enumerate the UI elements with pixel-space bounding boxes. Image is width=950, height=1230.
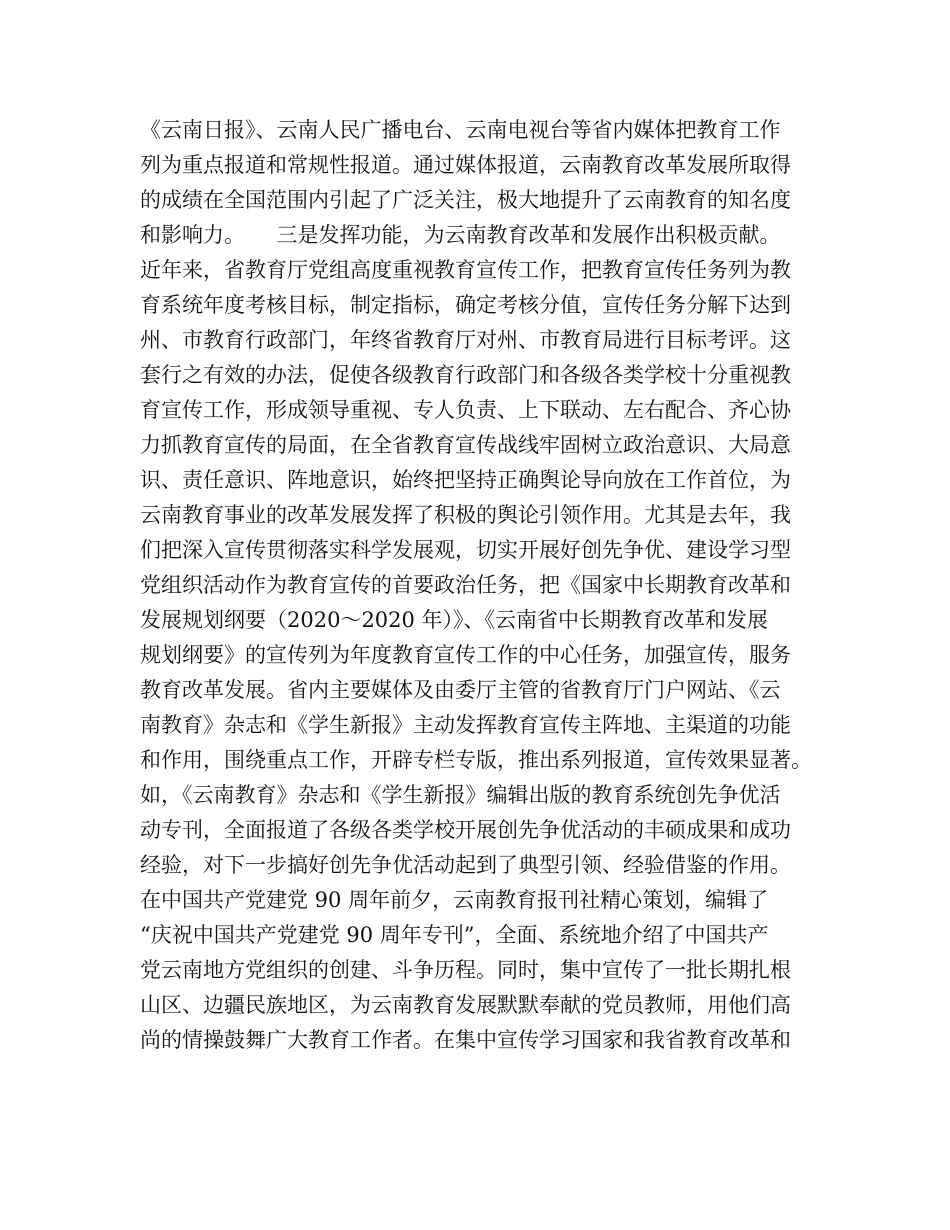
text-line: 经验，对下一步搞好创先争优活动起到了典型引领、经验借鉴的作用。	[140, 853, 791, 877]
text-line: 山区、边疆民族地区，为云南教育发展默默奉献的党员教师，用他们高	[140, 993, 791, 1017]
text-line: 列为重点报道和常规性报道。通过媒体报道，云南教育改革发展所取得	[140, 153, 791, 177]
text-line: 在中国共产党建党 90 周年前夕，云南教育报刊社精心策划，编辑了	[140, 888, 769, 912]
text-line: 和影响力。 三是发挥功能，为云南教育改革和发展作出积极贡献。	[140, 223, 781, 247]
text-line: 育系统年度考核目标，制定指标，确定考核分值，宣传任务分解下达到	[140, 293, 791, 317]
text-line: 的成绩在全国范围内引起了广泛关注，极大地提升了云南教育的知名度	[140, 188, 791, 212]
text-line: 《云南日报》、云南人民广播电台、云南电视台等省内媒体把教育工作	[140, 118, 781, 142]
text-line: 套行之有效的办法，促使各级教育行政部门和各级各类学校十分重视教	[140, 363, 791, 387]
text-line: 育宣传工作，形成领导重视、专人负责、上下联动、左右配合、齐心协	[140, 398, 791, 422]
text-line: 动专刊，全面报道了各级各类学校开展创先争优活动的丰硕成果和成功	[140, 818, 791, 842]
text-line: 识、责任意识、阵地意识，始终把坚持正确舆论导向放在工作首位，为	[140, 468, 791, 492]
body-text	[140, 113, 840, 1058]
text-line: 们把深入宣传贯彻落实科学发展观，切实开展好创先争优、建设学习型	[140, 538, 791, 562]
text-line: 教育改革发展。省内主要媒体及由委厅主管的省教育厅门户网站、《云	[140, 678, 781, 702]
text-line: 和作用，围绕重点工作，开辟专栏专版，推出系列报道，宣传效果显著。	[140, 748, 812, 772]
text-line: 尚的情操鼓舞广大教育工作者。在集中宣传学习国家和我省教育改革和	[140, 1028, 791, 1052]
text-line: 近年来，省教育厅党组高度重视教育宣传工作，把教育宣传任务列为教	[140, 258, 791, 282]
text-line: 党云南地方党组织的创建、斗争历程。同时，集中宣传了一批长期扎根	[140, 958, 791, 982]
text-line: 云南教育事业的改革发展发挥了积极的舆论引领作用。尤其是去年，我	[140, 503, 791, 527]
text-line: 党组织活动作为教育宣传的首要政治任务，把《国家中长期教育改革和	[140, 573, 791, 597]
text-line: 力抓教育宣传的局面，在全省教育宣传战线牢固树立政治意识、大局意	[140, 433, 791, 457]
text-line: 州、市教育行政部门，年终省教育厅对州、市教育局进行目标考评。这	[140, 328, 791, 352]
text-line: 南教育》杂志和《学生新报》主动发挥教育宣传主阵地、主渠道的功能	[140, 713, 791, 737]
text-line: 发展规划纲要（2020～2020 年）》、《云南省中长期教育改革和发展	[140, 608, 769, 632]
text-line: 如，《云南教育》杂志和《学生新报》编辑出版的教育系统创先争优活	[140, 783, 781, 807]
text-line: “庆祝中国共产党建党 90 周年专刊”，全面、系统地介绍了中国共产	[140, 923, 769, 947]
text-line: 规划纲要》的宣传列为年度教育宣传工作的中心任务，加强宣传，服务	[140, 643, 791, 667]
